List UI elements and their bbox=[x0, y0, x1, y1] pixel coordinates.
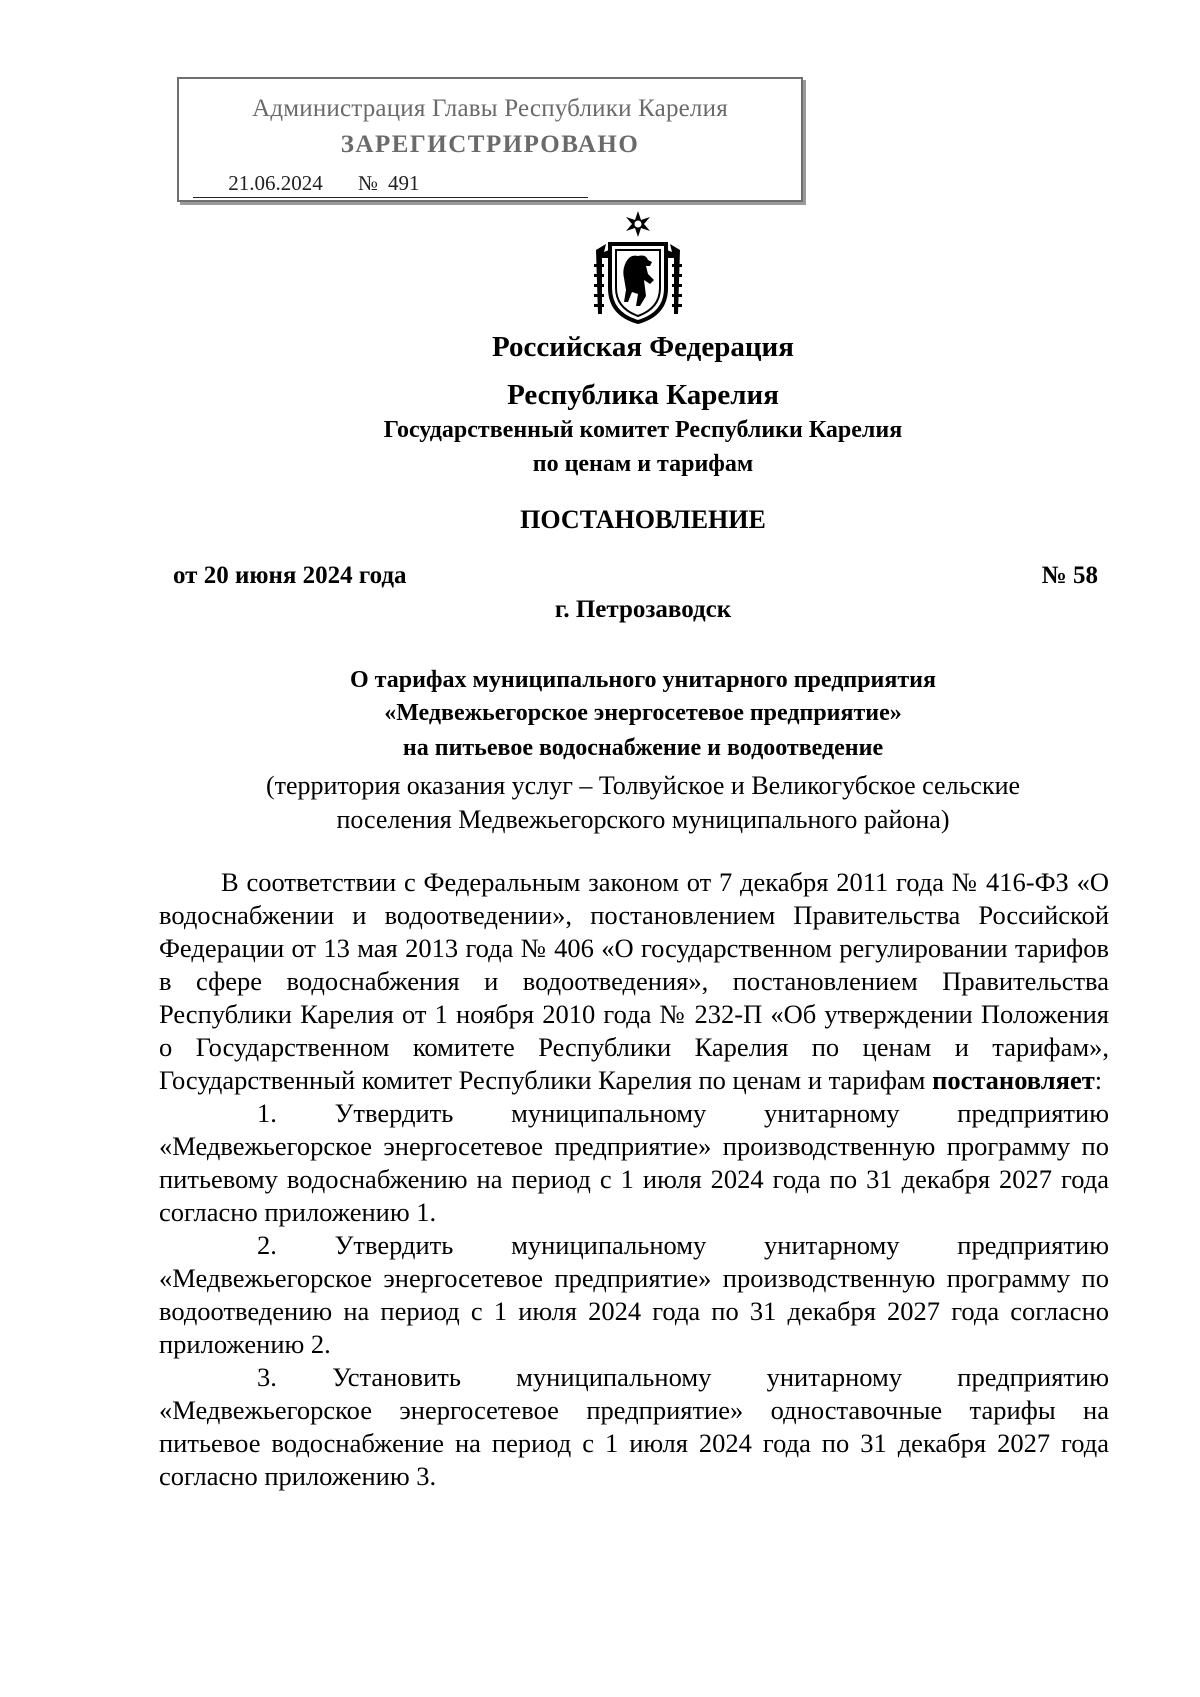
committee-heading-line2: по ценам и тарифам bbox=[532, 451, 754, 477]
resolution-item-3: 3. Установить муниципальному унитарному предприятию «Медвежьегорское энергосетевое предприятие» одноставочные тарифы на питьевое водоснабжение на период с 1 июля 2024 года по 31 декабря 2027 года согласно приложению 3. bbox=[159, 1362, 1109, 1491]
stamp-number: 491 bbox=[388, 171, 588, 198]
stamp-number-label: № bbox=[358, 171, 388, 198]
resolution-item-1: 1. Утвердить муниципальному унитарному предприятию «Медвежьегорское энергосетевое предприятие» производственную программу по питьевому водоснабжению на период с 1 июля 2024 года по 31 декабря 2027 года согласно приложению 1. bbox=[159, 1098, 1109, 1227]
document-title-line3: на питьевое водоснабжение и водоотведение bbox=[402, 735, 884, 761]
karelia-coat-of-arms-icon bbox=[590, 210, 686, 324]
document-number: № 58 bbox=[1041, 562, 1098, 589]
registration-stamp bbox=[177, 77, 803, 202]
document-title-line2: «Медвежьегорское энергосетевое предприятие» bbox=[384, 700, 902, 726]
preamble-paragraph bbox=[159, 866, 1109, 1097]
federation-heading: Российская Федерация bbox=[492, 331, 794, 363]
stamp-registration-row bbox=[193, 171, 588, 198]
resolution-item-2: 2. Утвердить муниципальному унитарному предприятию «Медвежьегорское энергосетевое предприятие» производственную программу по водоотведению на период с 1 июля 2024 года по 31 декабря 2027 года согласно приложению 2. bbox=[159, 1230, 1109, 1359]
stamp-registered: ЗАРЕГИСТРИРОВАНО bbox=[340, 131, 640, 158]
document-subtitle-line1: (территория оказания услуг – Толвуйское и Великогубское сельские bbox=[265, 771, 1021, 800]
document-date: от 20 июня 2024 года bbox=[173, 562, 407, 589]
document-city: г. Петрозаводск bbox=[554, 596, 732, 623]
stamp-date: 21.06.2024 bbox=[193, 171, 358, 198]
preamble-text: В соответствии с Федеральным законом от 7 декабря 2011 года № 416-ФЗ «О водоснабжении и водоотведении», постановлением Правительства Российской Федерации от 13 мая 2013 года № 406 «О государственном регулировании тарифов в сфере водоснабжения и водоотведения», постановлением Правительства Республики Карелия от 1 ноября 2010 года № 232-П «Об утверждении Положения о Государственном комитете Республики Карелия по ценам и тарифам», Государственный комитет Республики Карелия по ценам и тарифам bbox=[159, 867, 1109, 1095]
resolves-colon: : bbox=[1094, 1065, 1103, 1095]
republic-heading: Республика Карелия bbox=[507, 379, 779, 411]
stamp-authority: Администрация Главы Республики Карелия bbox=[252, 95, 728, 122]
committee-heading-line1: Государственный комитет Республики Карелия bbox=[383, 417, 903, 443]
document-type: ПОСТАНОВЛЕНИЕ bbox=[520, 505, 766, 534]
document-subtitle-line2: поселения Медвежьегорского муниципального района) bbox=[336, 805, 950, 834]
resolves-word: постановляет bbox=[932, 1065, 1095, 1095]
document-body bbox=[159, 866, 1109, 1493]
document-title-line1: О тарифах муниципального унитарного предприятия bbox=[350, 667, 936, 693]
